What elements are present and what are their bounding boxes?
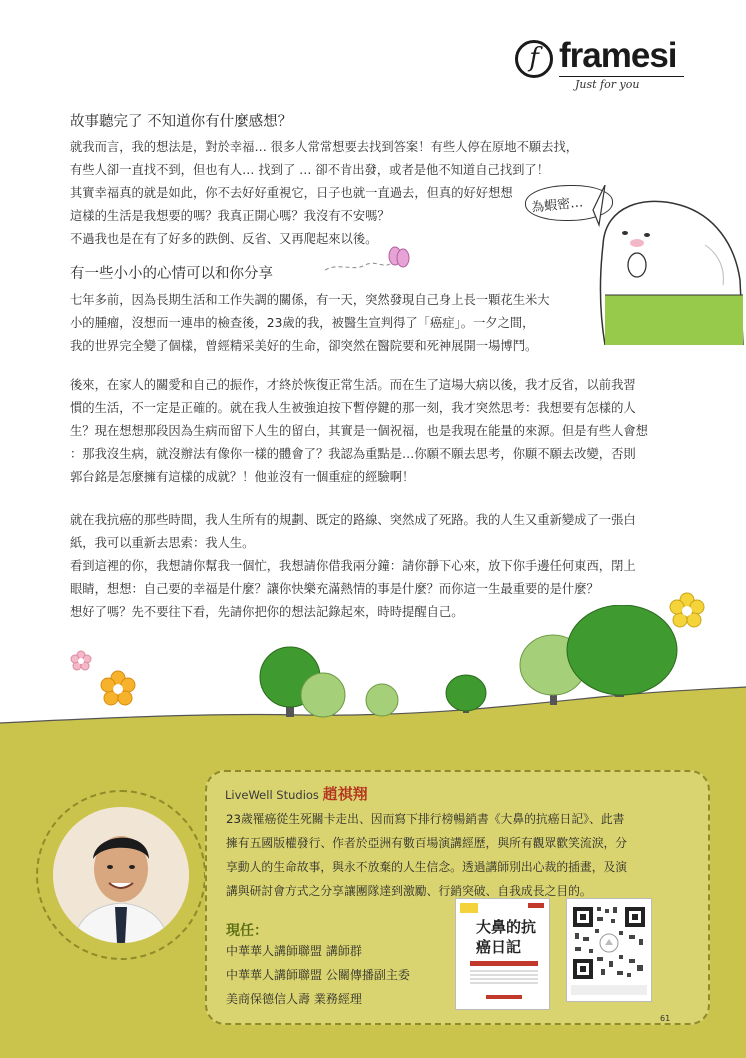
book-cover <box>455 898 550 1010</box>
book-title: 大鼻的抗癌日記 <box>476 918 537 956</box>
section2-line: 看到這裡的你，我想請你幫我一個忙，我想請你借我兩分鐘：請你靜下心來，放下你手邊任何東西，閉上 <box>70 559 636 573</box>
author-header <box>225 783 368 804</box>
logo-rule <box>559 76 684 77</box>
logo-tagline: Just for you <box>575 78 640 91</box>
section1-line: 有些人卻一直找不到，但也有人… 找到了 … 卻不肯出發，或者是他不知道自己找到了！ <box>70 163 550 177</box>
qr-code[interactable] <box>566 898 652 1002</box>
section2-line: 生？現在想想那段因為生病而留下人生的留白，其實是一個祝福，也是我現在能量的來源。但是有些人會想 <box>70 424 648 438</box>
current-positions-title: 現任： <box>226 923 268 939</box>
section2-line: 後來，在家人的關愛和自己的振作，才終於恢復正常生活。而在生了這場大病以後，我才反省，以前我習 <box>70 378 636 392</box>
section1-line: 其實幸福真的就是如此，你不去好好重視它，日子也就一直過去，但真的好好想想 <box>70 186 513 200</box>
section2-line: 就在我抗癌的那些時間，我人生所有的規劃、既定的路線、突然成了死路。我的人生又重新變成了一張白 <box>70 513 636 527</box>
section2-line: 慣的生活，不一定是正確的。就在我人生被強迫按下暫停鍵的那一刻，我才突然思考：我想要有怎樣的人 <box>70 401 636 415</box>
author-bio-line: 享動人的生命故事，與永不放棄的人生信念。透過講師別出心裁的插畫，及演 <box>226 860 628 874</box>
section1-line: 不過我也是在有了好多的跌倒、反省、又再爬起來以後。 <box>70 232 378 246</box>
framesi-logo <box>515 36 685 95</box>
section2-line: ：那我沒生病，就沒辦法有像你一樣的體會了？我認為重點是…你願不願去思考，你願不願去改變，否則 <box>70 447 636 461</box>
page-number: 61 <box>660 1014 671 1023</box>
author-photo <box>53 807 189 943</box>
section2-line: 想好了嗎？先不要往下看，先請你把你的想法記錄起來，時時提醒自己。 <box>70 605 464 619</box>
author-name: 趙祺翔 <box>322 785 368 803</box>
panel-top-edge <box>0 733 746 739</box>
section2-line: 眼睛，想想：自己要的幸福是什麼？讓你快樂充滿熱情的事是什麼？而你這一生最重要的是什麼？ <box>70 582 599 596</box>
section2-line: 小的腫瘤，沒想而一連串的檢查後，23歲的我，被醫生宣判得了「癌症」。一夕之間， <box>70 316 535 330</box>
hill-trees-illustration <box>0 605 746 740</box>
section2-line: 七年多前，因為長期生活和工作失調的關係，有一天，突然發現自己身上長一顆花生米大 <box>70 293 550 307</box>
logo-mark: f <box>515 40 553 78</box>
section2-heading: 有一些小小的心情可以和你分享 <box>70 266 273 282</box>
section2-line: 我的世界完全變了個樣，曾經精采美好的生命，卻突然在醫院要和死神展開一場博鬥。 <box>70 339 538 353</box>
section1-line: 就我而言，我的想法是，對於幸福… 很多人常常想要去找到答案！有些人停在原地不願去找， <box>70 140 579 154</box>
current-position: 美商保德信人壽 業務經理 <box>226 992 362 1006</box>
section2-line: 紙，我可以重新去思索：我人生。 <box>70 536 255 550</box>
author-bio-line: 講與研討會方式之分享讓團隊達到激勵、行銷突破、自我成長之目的。 <box>226 884 592 898</box>
section1-line: 這樣的生活是我想要的嗎？我真正開心嗎？我沒有不安嗎？ <box>70 209 390 223</box>
section1-heading: 故事聽完了 不知道你有什麼感想？ <box>70 114 293 130</box>
author-bio-line: 23歲罹癌從生死關卡走出、因而寫下排行榜暢銷書《大鼻的抗癌日記》、此書 <box>226 812 625 826</box>
studio-name: LiveWell Studios <box>225 788 319 802</box>
cartoon-character-illustration <box>585 185 746 345</box>
bubble-text: 為蝦密… <box>530 195 584 216</box>
logo-wordmark: framesi <box>559 36 677 75</box>
current-position: 中華華人講師聯盟 公關傳播副主委 <box>226 968 410 982</box>
section2-line: 郭台銘是怎麼擁有這樣的成就？！他並沒有一個重症的經驗啊！ <box>70 470 415 484</box>
butterfly-illustration <box>325 240 410 275</box>
author-bio-line: 擁有五國版權發行、作者於亞洲有數百場演講經歷，與所有觀眾歡笑流淚，分 <box>226 836 628 850</box>
current-position: 中華華人講師聯盟 講師群 <box>226 944 362 958</box>
